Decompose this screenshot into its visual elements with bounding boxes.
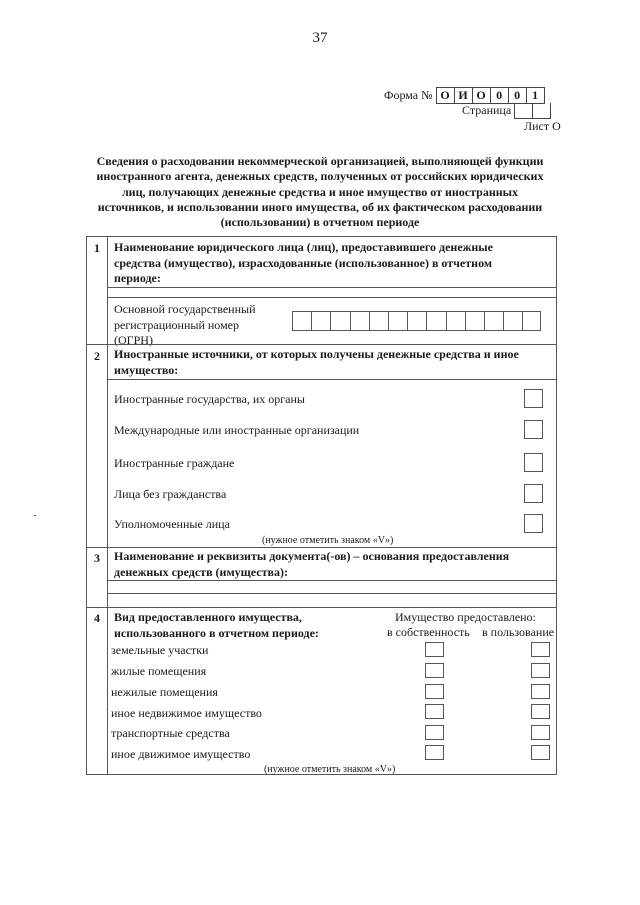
property-type-label: жилые помещения: [111, 664, 207, 678]
use-checkbox[interactable]: [531, 684, 550, 699]
source-option-label: Уполномоченные лица: [114, 517, 230, 531]
property-type-label: нежилые помещения: [111, 685, 218, 699]
heading-line: использованного в отчетном периоде:: [114, 625, 319, 640]
form-table: [86, 236, 557, 775]
property-type-label: земельные участки: [111, 643, 209, 657]
title-line: (использовании) в отчетном периоде: [220, 215, 420, 230]
section-2-heading: [114, 347, 519, 378]
divider: [107, 379, 556, 380]
source-option-checkbox[interactable]: [524, 484, 543, 503]
page-number: 37: [312, 30, 328, 46]
source-option-checkbox[interactable]: [524, 453, 543, 472]
document-details-input[interactable]: [107, 581, 556, 592]
section-3-number: 3: [94, 551, 100, 565]
use-checkbox[interactable]: [531, 663, 550, 678]
ogrn-input-grid[interactable]: [292, 311, 541, 331]
source-option-checkbox[interactable]: [524, 514, 543, 533]
heading-line: денежных средств (имущества):: [114, 564, 288, 579]
form-code-cell: 1: [526, 87, 545, 104]
ogrn-digit-cell[interactable]: [388, 311, 407, 331]
ogrn-digit-cell[interactable]: [292, 311, 311, 331]
ogrn-digit-cell[interactable]: [330, 311, 349, 331]
property-type-label: транспортные средства: [111, 726, 230, 740]
section-2-number: 2: [94, 349, 100, 363]
title-line: источников, и использовании иного имущества, об их фактическом расходовании: [97, 199, 543, 214]
title-line: иностранного агента, денежных средств, полученных от российских юридических: [96, 169, 544, 184]
ogrn-label-line: Основной государственный: [114, 302, 256, 316]
form-code-cell: И: [454, 87, 472, 104]
column-use-label: в пользование: [482, 625, 555, 639]
title-line: Сведения о расходовании некоммерческой организацией, выполняющей функции: [96, 154, 544, 168]
source-option-label: Иностранные государства, их органы: [114, 392, 305, 406]
ogrn-digit-cell[interactable]: [522, 311, 541, 331]
source-option-label: Международные или иностранные организации: [114, 423, 360, 437]
heading-line: периоде:: [114, 271, 161, 285]
use-checkbox[interactable]: [531, 704, 550, 719]
ogrn-label-line: (ОГРН): [114, 333, 153, 347]
form-number-label: Форма №: [384, 88, 433, 102]
form-code-cell: О: [436, 87, 454, 104]
section-divider: [87, 344, 556, 345]
use-checkbox[interactable]: [531, 642, 550, 657]
section-1-heading: [114, 240, 493, 287]
section-4-heading: [114, 610, 319, 641]
section-1-number: 1: [94, 241, 100, 255]
title-line: лиц, получающих денежные средства и иное имущество от иностранных: [121, 184, 519, 199]
form-number: [384, 87, 545, 104]
document-title: [60, 154, 580, 230]
page-field: [462, 103, 551, 119]
ogrn-label-line: регистрационный номер: [114, 317, 239, 332]
legal-entity-name-input[interactable]: [107, 288, 556, 297]
divider: [107, 297, 556, 298]
ogrn-digit-cell[interactable]: [311, 311, 330, 331]
use-checkbox[interactable]: [531, 725, 550, 740]
margin-mark: [34, 515, 36, 516]
heading-line: Вид предоставленного имущества,: [114, 610, 302, 624]
ogrn-digit-cell[interactable]: [465, 311, 484, 331]
page-label: Страница: [462, 103, 512, 117]
checkmark-note: (нужное отметить знаком «V»): [264, 764, 396, 775]
heading-line: Наименование юридического лица (лиц), предоставившего денежные: [114, 240, 493, 254]
checkmark-note: (нужное отметить знаком «V»): [262, 535, 394, 546]
heading-line: Наименование и реквизиты документа(-ов) – основания предоставления: [114, 549, 510, 563]
ownership-checkbox[interactable]: [425, 704, 444, 719]
source-option-label: Лица без гражданства: [114, 487, 227, 501]
sheet-label: Лист О: [524, 119, 561, 133]
source-option-label: Иностранные граждане: [114, 456, 235, 470]
heading-line: средства (имущество), израсходованные (использованное) в отчетном: [114, 255, 493, 270]
ogrn-digit-cell[interactable]: [369, 311, 388, 331]
section-4-number: 4: [94, 611, 100, 625]
ogrn-digit-cell[interactable]: [446, 311, 465, 331]
number-column: [87, 237, 108, 774]
use-checkbox[interactable]: [531, 745, 550, 760]
page-input-cell[interactable]: [532, 103, 551, 119]
page-input-cell[interactable]: [514, 103, 532, 119]
ownership-checkbox[interactable]: [425, 725, 444, 740]
ogrn-label: [114, 302, 256, 349]
form-code-cell: 0: [508, 87, 526, 104]
property-type-label: иное недвижимое имущество: [111, 706, 262, 720]
ogrn-digit-cell[interactable]: [350, 311, 369, 331]
section-3-heading: [114, 549, 509, 580]
ogrn-digit-cell[interactable]: [426, 311, 445, 331]
ownership-checkbox[interactable]: [425, 745, 444, 760]
ownership-checkbox[interactable]: [425, 642, 444, 657]
ownership-checkbox[interactable]: [425, 663, 444, 678]
ownership-checkbox[interactable]: [425, 684, 444, 699]
form-code-cell: О: [472, 87, 490, 104]
section-divider: [87, 547, 556, 548]
form-code-cell: 0: [490, 87, 508, 104]
document-details-input-2[interactable]: [107, 594, 556, 606]
ogrn-digit-cell[interactable]: [503, 311, 522, 331]
property-provided-label: Имущество предоставлено:: [395, 610, 536, 624]
ogrn-digit-cell[interactable]: [484, 311, 503, 331]
source-option-checkbox[interactable]: [524, 420, 543, 439]
property-type-label: иное движимое имущество: [111, 747, 251, 761]
heading-line: Иностранные источники, от которых получены денежные средства и иное: [114, 347, 519, 361]
section-divider: [87, 607, 556, 608]
ogrn-digit-cell[interactable]: [407, 311, 426, 331]
heading-line: имущество:: [114, 362, 179, 377]
source-option-checkbox[interactable]: [524, 389, 543, 408]
column-ownership-label: в собственность: [387, 625, 470, 639]
